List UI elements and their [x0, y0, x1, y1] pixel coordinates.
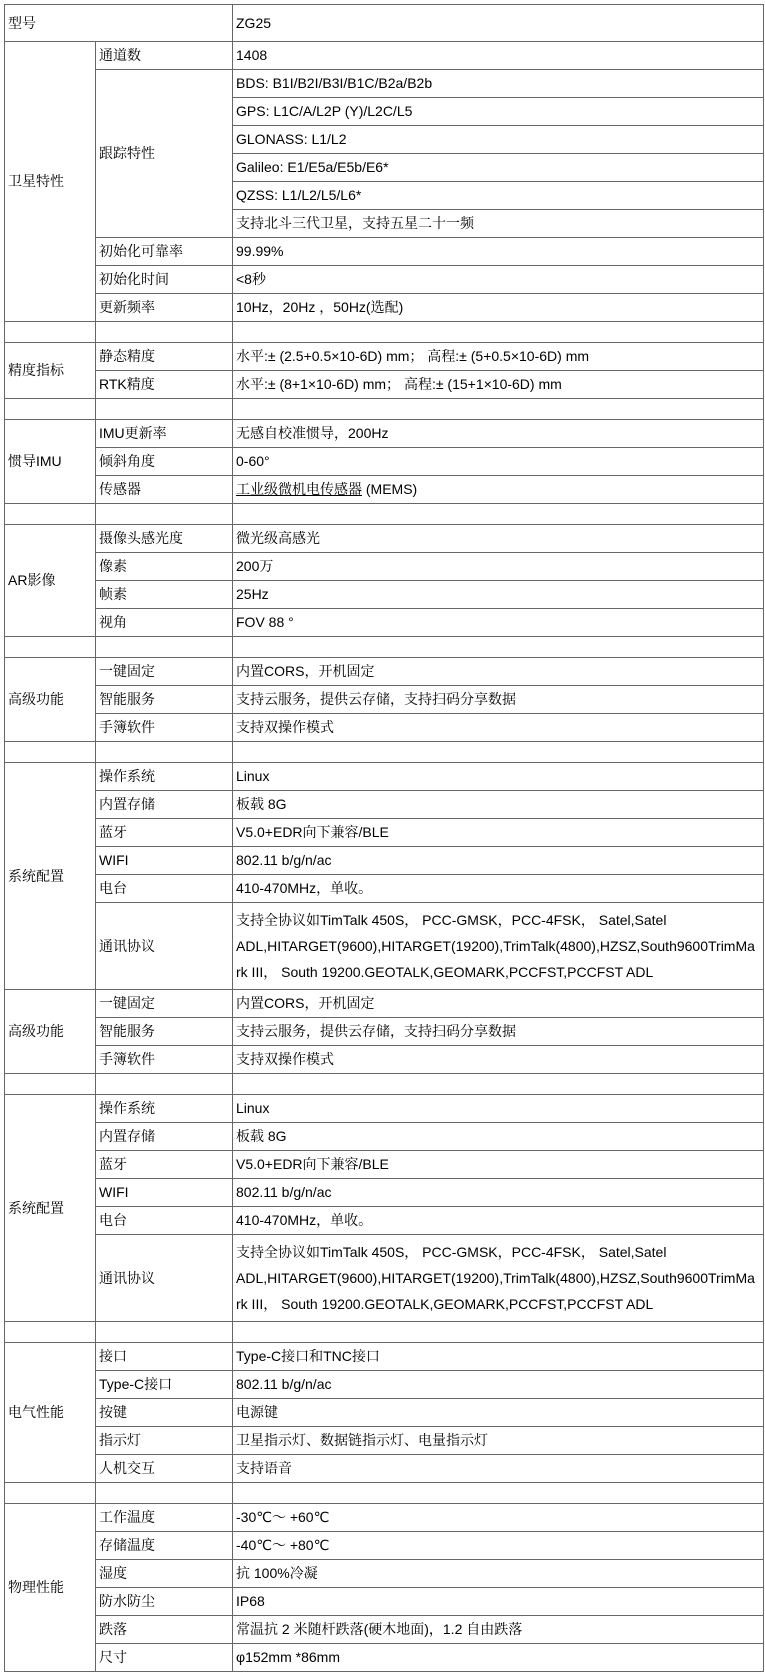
- spacer-row: [5, 1074, 764, 1095]
- spacer-cell: [5, 1322, 96, 1343]
- spec-label: 电台: [96, 875, 233, 903]
- spec-row: [5, 70, 764, 98]
- spec-label: 蓝牙: [96, 819, 233, 847]
- spec-value: 支持云服务，提供云存储，支持扫码分享数据: [233, 1018, 764, 1046]
- spec-label: 跌落: [96, 1616, 233, 1644]
- spec-value: 无感自校准惯导，200Hz: [233, 420, 764, 448]
- spec-label: 内置存储: [96, 791, 233, 819]
- spec-row: [5, 1207, 764, 1235]
- spec-value: 支持双操作模式: [233, 714, 764, 742]
- spec-value: 水平:± (8+1×10-6D) mm； 高程:± (15+1×10-6D) mm: [233, 371, 764, 399]
- spec-value: GLONASS: L1/L2: [233, 126, 764, 154]
- spec-row: [5, 1343, 764, 1371]
- spec-label: 尺寸: [96, 1644, 233, 1672]
- spec-label: 一键固定: [96, 990, 233, 1018]
- spec-value: 99.99%: [233, 238, 764, 266]
- spec-row: [5, 875, 764, 903]
- spec-label: 更新频率: [96, 294, 233, 322]
- spacer-cell: [233, 1483, 764, 1504]
- spacer-cell: [5, 399, 96, 420]
- spec-label: 存储温度: [96, 1532, 233, 1560]
- spec-label: 初始化可靠率: [96, 238, 233, 266]
- spec-row: [5, 343, 764, 371]
- spec-row: [5, 658, 764, 686]
- spec-value: 200万: [233, 553, 764, 581]
- spec-label: 初始化时间: [96, 266, 233, 294]
- spec-row: [5, 1123, 764, 1151]
- spec-value: 水平:± (2.5+0.5×10-6D) mm； 高程:± (5+0.5×10-6D) mm: [233, 343, 764, 371]
- spec-label: 跟踪特性: [96, 70, 233, 238]
- spec-label: 指示灯: [96, 1427, 233, 1455]
- spec-label: 操作系统: [96, 1095, 233, 1123]
- spec-row: [5, 1399, 764, 1427]
- spec-row: [5, 1018, 764, 1046]
- spec-row: [5, 1371, 764, 1399]
- spacer-cell: [233, 742, 764, 763]
- spacer-cell: [96, 1483, 233, 1504]
- spec-value: Linux: [233, 763, 764, 791]
- spec-value: 内置CORS，开机固定: [233, 658, 764, 686]
- spec-label: WIFI: [96, 1179, 233, 1207]
- spec-value: BDS: B1I/B2I/B3I/B1C/B2a/B2b: [233, 70, 764, 98]
- spec-label: 防水防尘: [96, 1588, 233, 1616]
- spec-value: 支持云服务，提供云存储，支持扫码分享数据: [233, 686, 764, 714]
- spec-value: 410-470MHz，单收。: [233, 1207, 764, 1235]
- spec-row: [5, 1560, 764, 1588]
- spacer-cell: [5, 637, 96, 658]
- spec-row: [5, 1644, 764, 1672]
- spacer-cell: [233, 637, 764, 658]
- spec-value: 板载 8G: [233, 1123, 764, 1151]
- spec-row: [5, 266, 764, 294]
- spacer-row: [5, 322, 764, 343]
- spacer-cell: [5, 1074, 96, 1095]
- spec-label: 一键固定: [96, 658, 233, 686]
- spec-row: [5, 686, 764, 714]
- spec-label: 摄像头感光度: [96, 525, 233, 553]
- spacer-cell: [5, 742, 96, 763]
- model-row: [5, 5, 764, 42]
- spec-value: [233, 476, 764, 504]
- spec-value: 10Hz，20Hz ，50Hz(选配): [233, 294, 764, 322]
- spec-row: [5, 1095, 764, 1123]
- spec-label: 通讯协议: [96, 1235, 233, 1322]
- spec-row: [5, 1504, 764, 1532]
- spec-label: 帧素: [96, 581, 233, 609]
- spec-row: [5, 42, 764, 70]
- spec-value: -30℃～ +60℃: [233, 1504, 764, 1532]
- spacer-cell: [5, 322, 96, 343]
- spec-label: 视角: [96, 609, 233, 637]
- category-cell: 系统配置: [5, 1095, 96, 1322]
- spacer-cell: [96, 322, 233, 343]
- spec-row: [5, 791, 764, 819]
- spec-row: [5, 714, 764, 742]
- category-cell: 惯导IMU: [5, 420, 96, 504]
- spec-value: 板载 8G: [233, 791, 764, 819]
- spec-row: [5, 1455, 764, 1483]
- spec-label: 手簿软件: [96, 1046, 233, 1074]
- spec-value: 卫星指示灯、数据链指示灯、电量指示灯: [233, 1427, 764, 1455]
- spec-label: WIFI: [96, 847, 233, 875]
- spec-row: [5, 1179, 764, 1207]
- spec-value: -40℃～ +80℃: [233, 1532, 764, 1560]
- category-cell: 高级功能: [5, 990, 96, 1074]
- category-cell: 系统配置: [5, 763, 96, 990]
- spec-value: φ152mm *86mm: [233, 1644, 764, 1672]
- spec-label: 智能服务: [96, 1018, 233, 1046]
- spec-value: 410-470MHz，单收。: [233, 875, 764, 903]
- spec-row: [5, 1235, 764, 1322]
- spec-label: 操作系统: [96, 763, 233, 791]
- spec-label: 内置存储: [96, 1123, 233, 1151]
- spacer-cell: [96, 637, 233, 658]
- spec-row: [5, 903, 764, 990]
- model-value: ZG25: [233, 5, 764, 42]
- category-cell: 物理性能: [5, 1504, 96, 1672]
- spacer-cell: [96, 1322, 233, 1343]
- spec-label: 手簿软件: [96, 714, 233, 742]
- spec-label: 蓝牙: [96, 1151, 233, 1179]
- spacer-row: [5, 1322, 764, 1343]
- spacer-cell: [5, 1483, 96, 1504]
- spec-row: [5, 294, 764, 322]
- spacer-cell: [96, 1074, 233, 1095]
- spec-row: [5, 448, 764, 476]
- spacer-cell: [233, 322, 764, 343]
- spec-value: 电源键: [233, 1399, 764, 1427]
- spec-value: 25Hz: [233, 581, 764, 609]
- spec-value: 802.11 b/g/n/ac: [233, 1179, 764, 1207]
- spacer-row: [5, 742, 764, 763]
- spec-row: [5, 420, 764, 448]
- spacer-cell: [233, 1074, 764, 1095]
- spacer-cell: [96, 504, 233, 525]
- spec-label: 人机交互: [96, 1455, 233, 1483]
- spec-label: 电台: [96, 1207, 233, 1235]
- category-cell: 电气性能: [5, 1343, 96, 1483]
- spec-row: [5, 1427, 764, 1455]
- spec-value: 支持全协议如TimTalk 450S， PCC-GMSK，PCC-4FSK， Satel,Satel ADL,HITARGET(9600),HITARGET(19200),TrimTalk(4800),HZSZ,South9600TrimMark III， South 19200.GEOTALK,GEOMARK,PCCFST,PCCFST ADL: [233, 1235, 764, 1322]
- spec-row: [5, 371, 764, 399]
- category-cell: 精度指标: [5, 343, 96, 399]
- spec-row: [5, 990, 764, 1018]
- spec-label: 倾斜角度: [96, 448, 233, 476]
- spec-label: 通讯协议: [96, 903, 233, 990]
- spec-row: [5, 553, 764, 581]
- spec-row: [5, 609, 764, 637]
- category-cell: AR影像: [5, 525, 96, 637]
- spec-row: [5, 581, 764, 609]
- spec-value: 支持语音: [233, 1455, 764, 1483]
- spec-label: 传感器: [96, 476, 233, 504]
- spec-value: 抗 100%冷凝: [233, 1560, 764, 1588]
- spec-value: GPS: L1C/A/L2P (Y)/L2C/L5: [233, 98, 764, 126]
- spec-label: 按键: [96, 1399, 233, 1427]
- category-cell: 高级功能: [5, 658, 96, 742]
- spec-row: [5, 476, 764, 504]
- spec-value: 802.11 b/g/n/ac: [233, 847, 764, 875]
- spec-value: FOV 88 °: [233, 609, 764, 637]
- spec-value: QZSS: L1/L2/L5/L6*: [233, 182, 764, 210]
- spec-row: [5, 525, 764, 553]
- spec-label: 静态精度: [96, 343, 233, 371]
- spec-label: IMU更新率: [96, 420, 233, 448]
- spec-row: [5, 1532, 764, 1560]
- plain-text: (MEMS): [362, 481, 418, 498]
- spec-row: [5, 1151, 764, 1179]
- category-cell: 卫星特性: [5, 42, 96, 322]
- spec-value: V5.0+EDR向下兼容/BLE: [233, 819, 764, 847]
- spec-value: V5.0+EDR向下兼容/BLE: [233, 1151, 764, 1179]
- spec-value: 内置CORS，开机固定: [233, 990, 764, 1018]
- spacer-cell: [233, 399, 764, 420]
- spec-value: Type-C接口和TNC接口: [233, 1343, 764, 1371]
- model-label: 型号: [5, 5, 233, 42]
- spec-value: 常温抗 2 米随杆跌落(硬木地面)，1.2 自由跌落: [233, 1616, 764, 1644]
- spec-label: RTK精度: [96, 371, 233, 399]
- spec-row: [5, 819, 764, 847]
- spec-value: 支持北斗三代卫星，支持五星二十一频: [233, 210, 764, 238]
- spec-value: 802.11 b/g/n/ac: [233, 1371, 764, 1399]
- spec-table-body: [5, 5, 764, 1672]
- spec-row: [5, 238, 764, 266]
- spec-value: 支持全协议如TimTalk 450S， PCC-GMSK，PCC-4FSK， Satel,Satel ADL,HITARGET(9600),HITARGET(19200),TrimTalk(4800),HZSZ,South9600TrimMark III， South 19200.GEOTALK,GEOMARK,PCCFST,PCCFST ADL: [233, 903, 764, 990]
- spec-row: [5, 1046, 764, 1074]
- spec-value: 支持双操作模式: [233, 1046, 764, 1074]
- spec-label: 湿度: [96, 1560, 233, 1588]
- spacer-row: [5, 399, 764, 420]
- spec-label: 接口: [96, 1343, 233, 1371]
- spec-row: [5, 847, 764, 875]
- spec-value: 微光级高感光: [233, 525, 764, 553]
- spacer-cell: [96, 399, 233, 420]
- spacer-cell: [5, 504, 96, 525]
- spec-value: 1408: [233, 42, 764, 70]
- spec-label: 像素: [96, 553, 233, 581]
- spec-row: [5, 1616, 764, 1644]
- spec-value: Galileo: E1/E5a/E5b/E6*: [233, 154, 764, 182]
- spacer-cell: [96, 742, 233, 763]
- spec-value: Linux: [233, 1095, 764, 1123]
- spec-value: <8秒: [233, 266, 764, 294]
- spec-value: 0-60°: [233, 448, 764, 476]
- spec-table: [4, 4, 764, 1672]
- spec-label: Type-C接口: [96, 1371, 233, 1399]
- spec-value: IP68: [233, 1588, 764, 1616]
- spacer-row: [5, 1483, 764, 1504]
- spacer-cell: [233, 1322, 764, 1343]
- spacer-row: [5, 504, 764, 525]
- spacer-cell: [233, 504, 764, 525]
- spacer-row: [5, 637, 764, 658]
- spec-label: 通道数: [96, 42, 233, 70]
- spec-row: [5, 1588, 764, 1616]
- spec-row: [5, 763, 764, 791]
- spec-label: 智能服务: [96, 686, 233, 714]
- spec-label: 工作温度: [96, 1504, 233, 1532]
- underlined-text: 工业级微机电传感器: [236, 481, 362, 498]
